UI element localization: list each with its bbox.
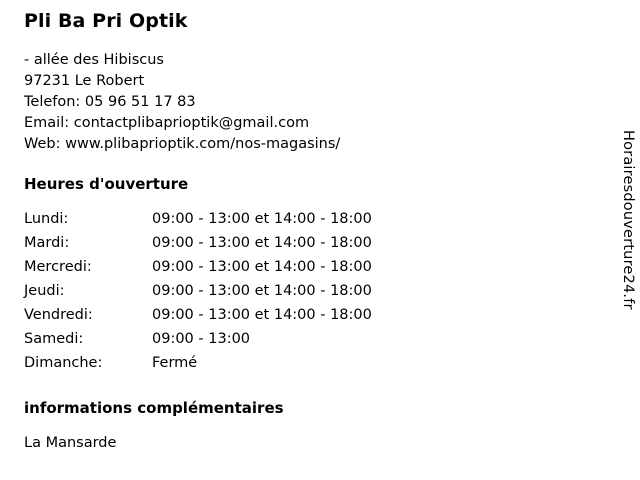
page-title: Pli Ba Pri Optik bbox=[24, 10, 188, 32]
table-row bbox=[24, 331, 372, 355]
table-row bbox=[24, 307, 372, 331]
table-row bbox=[24, 355, 372, 379]
time-value: 09:00 - 13:00 et 14:00 - 18:00 bbox=[152, 283, 372, 299]
table-row bbox=[24, 211, 372, 235]
day-label: Mardi: bbox=[24, 235, 70, 251]
time-value: Fermé bbox=[152, 355, 198, 371]
table-row bbox=[24, 235, 372, 259]
address-line: - allée des Hibiscus bbox=[24, 52, 164, 68]
day-label: Vendredi: bbox=[24, 307, 93, 323]
additional-information-text: La Mansarde bbox=[24, 435, 117, 451]
address-block bbox=[24, 50, 584, 155]
time-value: 09:00 - 13:00 et 14:00 - 18:00 bbox=[152, 259, 372, 275]
website-line: Web: www.plibaprioptik.com/nos-magasins/ bbox=[24, 136, 341, 152]
site-watermark: Horairesdouverture24.fr bbox=[620, 130, 636, 310]
day-label: Samedi: bbox=[24, 331, 84, 347]
phone-line: Telefon: 05 96 51 17 83 bbox=[24, 94, 196, 110]
opening-hours-heading: Heures d'ouverture bbox=[24, 175, 189, 193]
additional-information-heading: informations complémentaires bbox=[24, 399, 284, 417]
time-value: 09:00 - 13:00 et 14:00 - 18:00 bbox=[152, 307, 372, 323]
day-label: Lundi: bbox=[24, 211, 69, 227]
day-label: Mercredi: bbox=[24, 259, 92, 275]
time-value: 09:00 - 13:00 et 14:00 - 18:00 bbox=[152, 211, 372, 227]
time-value: 09:00 - 13:00 et 14:00 - 18:00 bbox=[152, 235, 372, 251]
table-row bbox=[24, 283, 372, 307]
day-label: Jeudi: bbox=[24, 283, 65, 299]
address-line: 97231 Le Robert bbox=[24, 73, 145, 89]
opening-hours-table bbox=[24, 211, 372, 379]
email-line: Email: contactplibaprioptik@gmail.com bbox=[24, 115, 310, 131]
day-label: Dimanche: bbox=[24, 355, 103, 371]
document-body bbox=[24, 10, 584, 451]
table-row bbox=[24, 259, 372, 283]
time-value: 09:00 - 13:00 bbox=[152, 331, 251, 347]
